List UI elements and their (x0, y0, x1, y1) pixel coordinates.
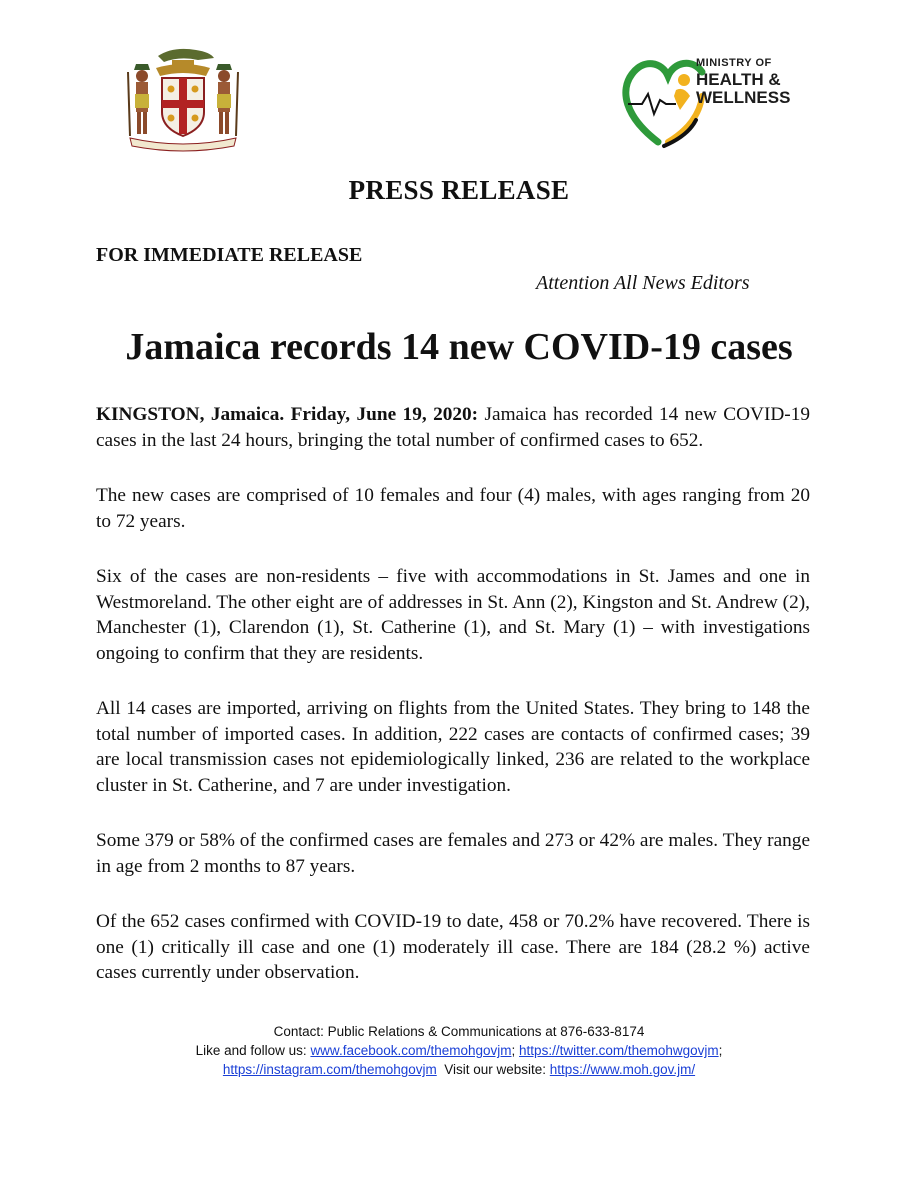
website-link[interactable]: https://www.moh.gov.jm/ (549, 1062, 696, 1077)
footer-contact (0, 1022, 918, 1079)
paragraph-1-text: Jamaica has recorded 14 new COVID-19 cases in the last 24 hours, bringing the total number of confirmed cases to 652. (96, 404, 811, 451)
moh-logo-line3: WELLNESS (696, 88, 791, 107)
dateline: KINGSTON, Jamaica. Friday, June 19, 2020: (96, 404, 479, 425)
paragraph-2: The new cases are comprised of 10 females and four (4) males, with ages ranging from 20 to 72 years. (96, 485, 810, 532)
headline: Jamaica records 14 new COVID-19 cases (125, 326, 793, 368)
twitter-link[interactable]: https://twitter.com/themohwgovjm (519, 1043, 719, 1058)
coat-of-arms-logo (118, 42, 248, 154)
paragraph-1 (96, 402, 810, 453)
paragraph-3: Six of the cases are non-residents – five with accommodations in St. James and one in Westmoreland. The other eight are of addresses in St. Ann (2), Kingston and St. Andrew (2), Manchester (1), Clarendon (1), St. Catherine (1), and St. Mary (1) – with investigations ongoing to confirm that they are residents. (96, 566, 810, 664)
paragraph-6: Of the 652 cases confirmed with COVID-19 to date, 458 or 70.2% have recovered. There is one (1) critically ill case and one (1) moderately ill case. There are 184 (28.2 %) active cases currently under observation. (96, 911, 810, 983)
instagram-link[interactable]: https://instagram.com/themohgovjm (222, 1062, 437, 1077)
paragraph-5: Some 379 or 58% of the confirmed cases are females and 273 or 42% are males. They range in age from 2 months to 87 years. (96, 830, 810, 877)
contact-line: Contact: Public Relations & Communications at 876-633-8174 (273, 1024, 645, 1039)
visit-label: Visit our website: (436, 1062, 550, 1077)
social-line (0, 1060, 918, 1079)
follow-line (0, 1041, 918, 1060)
facebook-link[interactable]: www.facebook.com/themohgovjm (310, 1043, 512, 1058)
moh-logo-text (696, 58, 790, 106)
follow-prefix: Like and follow us: (195, 1043, 311, 1058)
press-release-title: PRESS RELEASE (348, 175, 570, 205)
moh-logo-line1: MINISTRY OF (696, 57, 772, 69)
separator-1: ; (511, 1043, 520, 1058)
separator-2: ; (718, 1043, 723, 1058)
attention-editors: Attention All News Editors (536, 272, 750, 294)
moh-logo-line2: HEALTH & (696, 70, 781, 89)
release-body (96, 402, 810, 1016)
paragraph-4: All 14 cases are imported, arriving on flights from the United States. They bring to 148 the total number of imported cases. In addition, 222 cases are contacts of confirmed cases; 39 are local transmission cases not epidemiologically linked, 236 are related to the workplace cluster in St. Catherine, and 7 are under investigation. (96, 698, 810, 796)
for-immediate-release: FOR IMMEDIATE RELEASE (96, 244, 363, 266)
